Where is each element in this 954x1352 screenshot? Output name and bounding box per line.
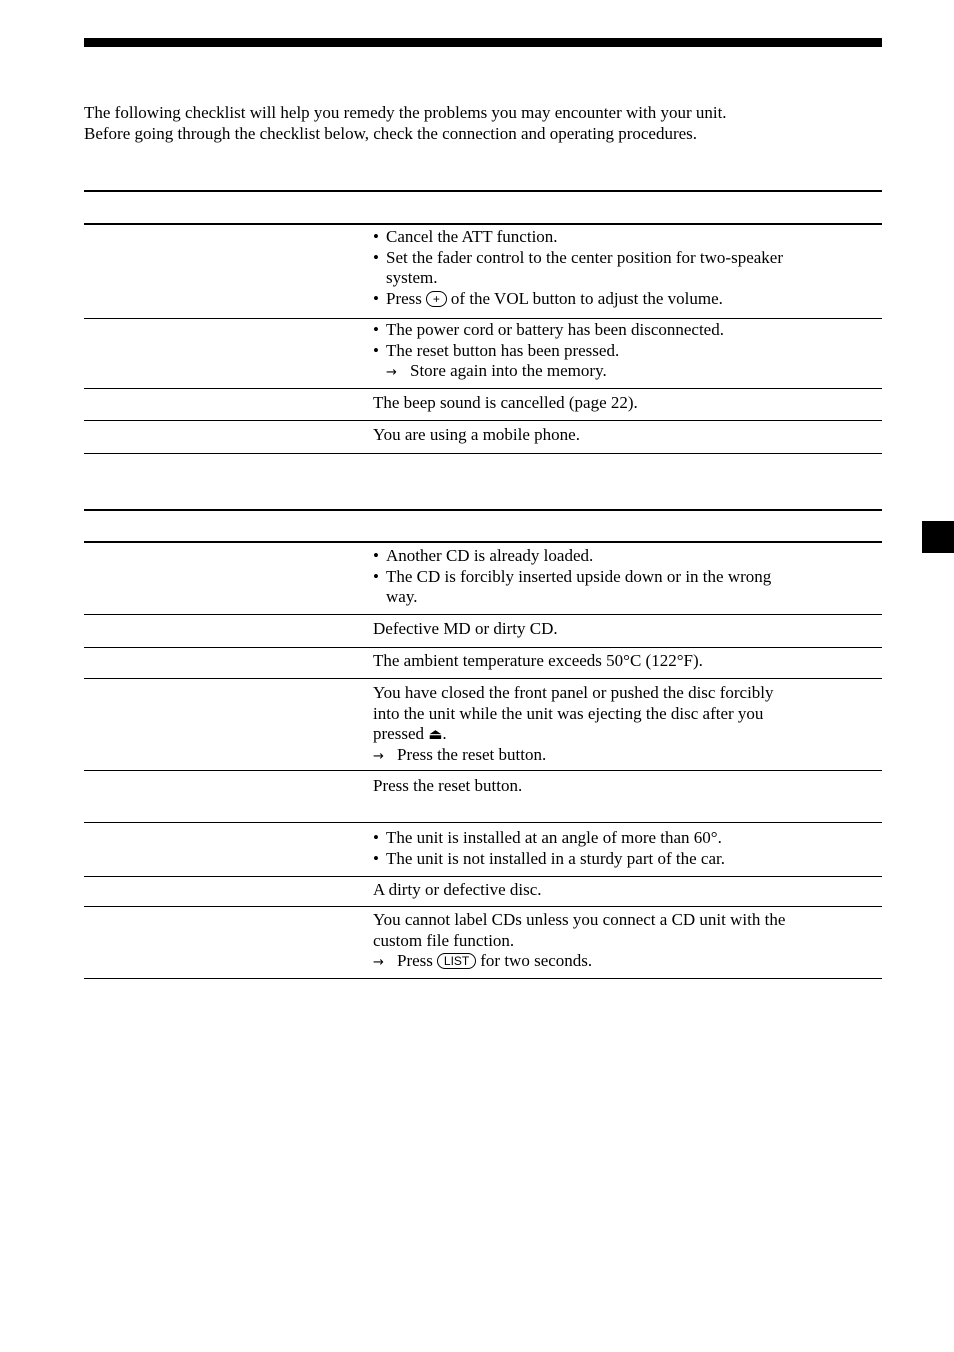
- text: Press: [386, 288, 422, 308]
- text: system.: [386, 268, 438, 287]
- row-divider: [84, 822, 882, 823]
- bullet-item: • Another CD is already loaded.: [373, 546, 873, 567]
- arrow-icon: →: [373, 748, 384, 764]
- text: for two seconds.: [480, 951, 593, 970]
- table1-header-rule: [84, 223, 882, 225]
- row-divider: [84, 876, 882, 877]
- bullet-item: [373, 289, 873, 310]
- table2-row4-remedy: [373, 683, 873, 767]
- text: .: [442, 724, 447, 743]
- text-line: into the unit while the unit was ejecting the disc after you: [373, 703, 764, 723]
- plus-key-icon: +: [426, 291, 447, 307]
- bullet-item: • Cancel the ATT function.: [373, 227, 873, 248]
- text: Set the fader control to the center position for two-speaker: [386, 247, 784, 267]
- table1-row1-remedy: [373, 227, 873, 309]
- table2-bottom-rule: [84, 978, 882, 979]
- bullet-item: • The unit is installed at an angle of more than 60°.: [373, 828, 873, 849]
- action-line: [373, 745, 873, 768]
- list-key-icon: LIST: [437, 953, 476, 969]
- eject-icon: ⏏: [428, 725, 443, 743]
- table2-header-rule: [84, 541, 882, 543]
- table2-row3-remedy: The ambient temperature exceeds 50°C (122°F).: [373, 651, 703, 670]
- table2-row1-remedy: [373, 546, 873, 608]
- table2-row6-remedy: [373, 828, 873, 869]
- action-line: [373, 951, 873, 974]
- text: Store again into the memory.: [410, 361, 607, 380]
- bullet-item: [373, 248, 873, 289]
- text: of the VOL button to adjust the volume.: [450, 288, 723, 308]
- arrow-icon: →: [386, 365, 397, 380]
- row-divider: [84, 647, 882, 648]
- table1-row2-remedy: [373, 320, 873, 384]
- table2-top-rule: [84, 509, 882, 511]
- row-divider: [84, 678, 882, 679]
- table2-row8-remedy: [373, 910, 873, 974]
- table1-row3-remedy: The beep sound is cancelled (page 22).: [373, 393, 638, 412]
- text: pressed: [373, 724, 424, 743]
- text: Press the reset button.: [397, 744, 547, 764]
- intro-paragraph: [84, 103, 874, 144]
- text: way.: [386, 587, 418, 606]
- table2-row2-remedy: Defective MD or dirty CD.: [373, 619, 558, 638]
- bullet-item: • The reset button has been pressed.: [373, 341, 873, 362]
- bullet-item: • The unit is not installed in a sturdy part of the car.: [373, 849, 873, 870]
- row-divider: [84, 906, 882, 907]
- bullet-item: [373, 567, 873, 608]
- table2-row5-remedy: Press the reset button.: [373, 776, 523, 795]
- top-rule: [84, 38, 882, 47]
- table1-top-rule: [84, 190, 882, 192]
- arrow-icon: →: [373, 955, 384, 970]
- row-divider: [84, 388, 882, 389]
- bullet-item: • The power cord or battery has been disconnected.: [373, 320, 873, 341]
- table1-bottom-rule: [84, 453, 882, 454]
- row-divider: [84, 420, 882, 421]
- row-divider: [84, 614, 882, 615]
- table1-row4-remedy: You are using a mobile phone.: [373, 425, 580, 444]
- text-line: [373, 724, 873, 745]
- text: The CD is forcibly inserted upside down or in the wrong: [386, 566, 772, 586]
- text-line: custom file function.: [373, 930, 515, 950]
- text: Press: [397, 951, 433, 970]
- action-line: [373, 361, 873, 384]
- intro-line-1: The following checklist will help you remedy the problems you may encounter with your unit.: [84, 103, 727, 122]
- table2-row7-remedy: A dirty or defective disc.: [373, 880, 542, 899]
- text-line: You have closed the front panel or pushed the disc forcibly: [373, 683, 774, 702]
- section-tab-marker: [922, 521, 954, 553]
- intro-line-2: Before going through the checklist below, check the connection and operating procedures.: [84, 123, 698, 143]
- row-divider: [84, 318, 882, 319]
- row-divider: [84, 770, 882, 771]
- text-line: You cannot label CDs unless you connect a CD unit with the: [373, 910, 786, 929]
